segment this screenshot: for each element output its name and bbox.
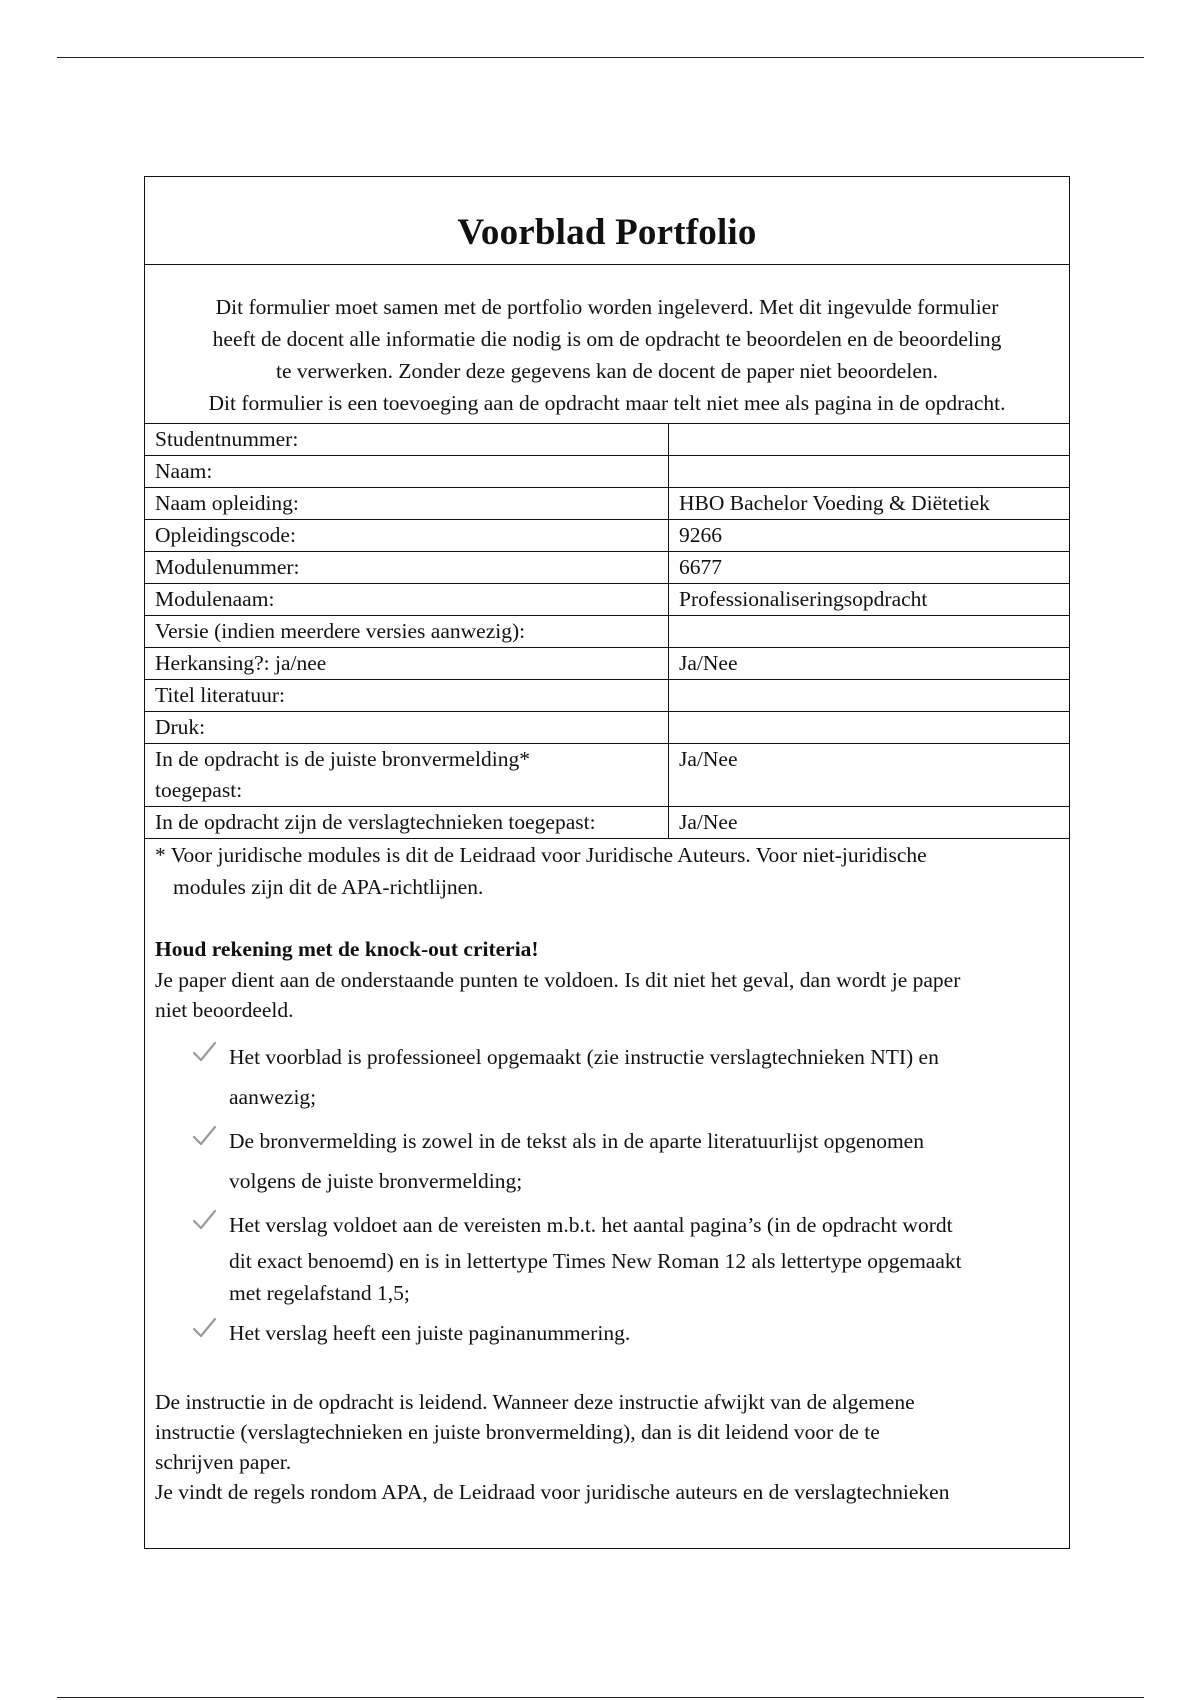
list-item bbox=[191, 1121, 1059, 1201]
table-row bbox=[145, 712, 1069, 744]
table-row bbox=[145, 520, 1069, 552]
intro-line: Dit formulier moet samen met de portfolio worden ingeleverd. Met dit ingevulde formulier bbox=[215, 295, 999, 319]
table-row bbox=[145, 680, 1069, 712]
table-row bbox=[145, 807, 1069, 839]
knockout-intro-line: niet beoordeeld. bbox=[155, 998, 294, 1022]
field-label-line: toegepast: bbox=[155, 778, 243, 802]
field-label-modulenaam: Modulenaam: bbox=[145, 584, 669, 616]
footnote-line: modules zijn dit de APA-richtlijnen. bbox=[173, 875, 484, 899]
field-value-bronvermelding[interactable]: Ja/Nee bbox=[669, 744, 1070, 807]
table-row bbox=[145, 488, 1069, 520]
field-value-titel-literatuur[interactable] bbox=[669, 680, 1070, 712]
field-label-studentnummer: Studentnummer: bbox=[145, 424, 669, 456]
knockout-criteria-list bbox=[145, 1037, 1069, 1353]
footnote-line: * Voor juridische modules is dit de Leidraad voor Juridische Auteurs. Voor niet-juridische bbox=[155, 843, 927, 867]
field-label-herkansing: Herkansing?: ja/nee bbox=[145, 648, 669, 680]
closing-line: instructie (verslagtechnieken en juiste bronvermelding), dan is dit leidend voor de te bbox=[155, 1420, 880, 1444]
intro-line: Dit formulier is een toevoeging aan de opdracht maar telt niet mee als pagina in de opdracht. bbox=[208, 391, 1006, 415]
table-row bbox=[145, 744, 1069, 807]
page-title: Voorblad Portfolio bbox=[457, 212, 757, 253]
criteria-line: Het verslag heeft een juiste paginanummering. bbox=[229, 1321, 631, 1345]
fields-table bbox=[145, 424, 1069, 839]
criteria-line: Het verslag voldoet aan de vereisten m.b.t. het aantal pagina’s (in de opdracht wordt bbox=[229, 1213, 953, 1237]
closing-line: schrijven paper. bbox=[155, 1450, 292, 1474]
list-item bbox=[191, 1205, 1059, 1309]
criteria-line: aanwezig; bbox=[229, 1085, 317, 1109]
check-icon bbox=[191, 1207, 217, 1233]
field-value-verslagtechnieken[interactable]: Ja/Nee bbox=[669, 807, 1070, 839]
field-label-versie: Versie (indien meerdere versies aanwezig): bbox=[145, 616, 669, 648]
table-row bbox=[145, 616, 1069, 648]
knockout-heading: Houd rekening met de knock-out criteria! bbox=[155, 937, 539, 961]
list-item bbox=[191, 1037, 1059, 1117]
check-icon bbox=[191, 1315, 217, 1341]
footer-rule bbox=[57, 1697, 1144, 1698]
field-label-naam-opleiding: Naam opleiding: bbox=[145, 488, 669, 520]
field-label-bronvermelding bbox=[145, 744, 669, 807]
intro-text bbox=[145, 265, 1069, 424]
criteria-line: Het voorblad is professioneel opgemaakt (zie instructie verslagtechnieken NTI) en bbox=[229, 1045, 939, 1069]
criteria-line: volgens de juiste bronvermelding; bbox=[229, 1169, 523, 1193]
field-label-line: In de opdracht is de juiste bronvermelding* bbox=[155, 747, 530, 771]
field-label-druk: Druk: bbox=[145, 712, 669, 744]
table-row bbox=[145, 552, 1069, 584]
field-label-verslagtechnieken: In de opdracht zijn de verslagtechnieken toegepast: bbox=[145, 807, 669, 839]
field-label-titel-literatuur: Titel literatuur: bbox=[145, 680, 669, 712]
knockout-intro-line: Je paper dient aan de onderstaande punten te voldoen. Is dit niet het geval, dan wordt je paper bbox=[155, 968, 961, 992]
check-icon bbox=[191, 1123, 217, 1149]
table-row bbox=[145, 584, 1069, 616]
field-value-herkansing[interactable]: Ja/Nee bbox=[669, 648, 1070, 680]
field-value-naam[interactable] bbox=[669, 456, 1070, 488]
field-value-versie[interactable] bbox=[669, 616, 1070, 648]
list-item bbox=[191, 1313, 1059, 1353]
field-value-modulenummer[interactable]: 6677 bbox=[669, 552, 1070, 584]
table-row bbox=[145, 456, 1069, 488]
title-box bbox=[145, 177, 1069, 265]
field-label-modulenummer: Modulenummer: bbox=[145, 552, 669, 584]
field-value-naam-opleiding[interactable]: HBO Bachelor Voeding & Diëtetiek bbox=[669, 488, 1070, 520]
criteria-line: De bronvermelding is zowel in de tekst als in de aparte literatuurlijst opgenomen bbox=[229, 1129, 924, 1153]
field-value-studentnummer[interactable] bbox=[669, 424, 1070, 456]
field-value-modulenaam[interactable]: Professionaliseringsopdracht bbox=[669, 584, 1070, 616]
intro-line: heeft de docent alle informatie die nodig is om de opdracht te beoordelen en de beoordeling bbox=[212, 327, 1002, 351]
field-value-opleidingscode[interactable]: 9266 bbox=[669, 520, 1070, 552]
header-rule bbox=[57, 57, 1144, 58]
intro-line: te verwerken. Zonder deze gegevens kan de docent de paper niet beoordelen. bbox=[275, 359, 938, 383]
spacer bbox=[145, 1357, 1069, 1387]
table-row bbox=[145, 424, 1069, 456]
check-icon bbox=[191, 1039, 217, 1065]
footnote bbox=[145, 839, 1069, 903]
field-value-druk[interactable] bbox=[669, 712, 1070, 744]
criteria-line: dit exact benoemd) en is in lettertype Times New Roman 12 als lettertype opgemaakt bbox=[229, 1249, 962, 1273]
knockout-intro bbox=[145, 965, 1069, 1025]
criteria-line: met regelafstand 1,5; bbox=[229, 1281, 410, 1305]
cover-form bbox=[144, 176, 1070, 1549]
table-row bbox=[145, 648, 1069, 680]
closing-text bbox=[145, 1387, 1069, 1507]
closing-line: De instructie in de opdracht is leidend. Wanneer deze instructie afwijkt van de algemene bbox=[155, 1390, 915, 1414]
closing-line: Je vindt de regels rondom APA, de Leidraad voor juridische auteurs en de verslagtechnieken bbox=[155, 1480, 950, 1504]
field-label-naam: Naam: bbox=[145, 456, 669, 488]
field-label-opleidingscode: Opleidingscode: bbox=[145, 520, 669, 552]
